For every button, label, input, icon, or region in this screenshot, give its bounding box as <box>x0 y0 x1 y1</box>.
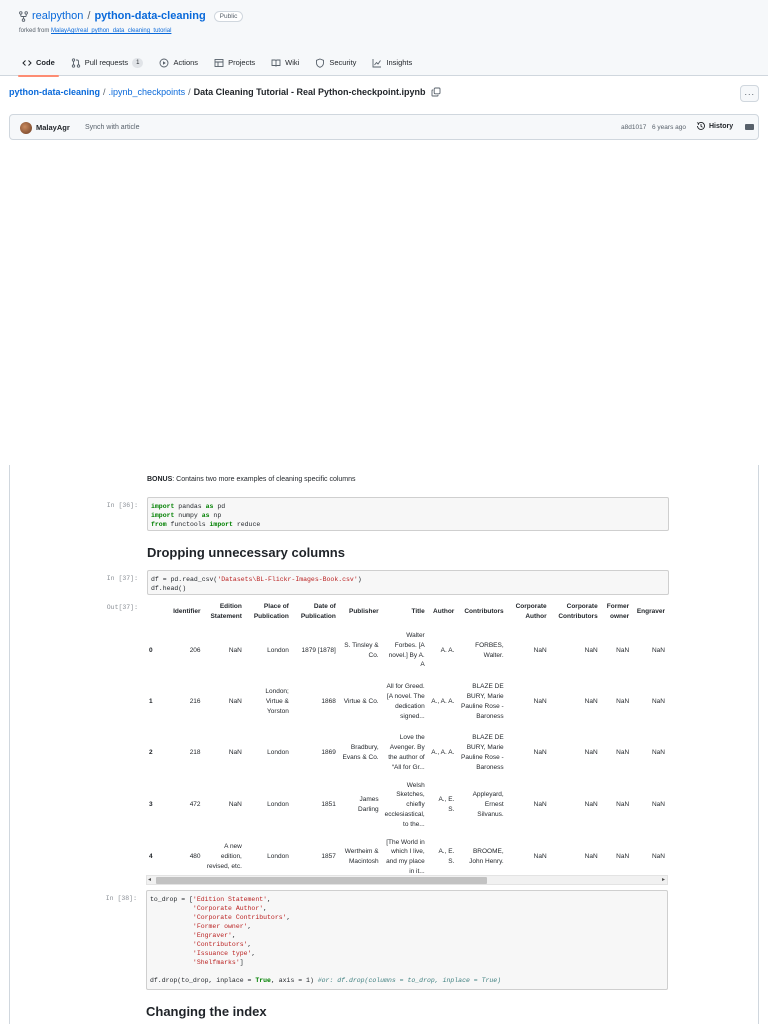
table-row <box>146 676 668 727</box>
column-header: Edition Statement <box>210 603 242 620</box>
commit-sha-link[interactable]: a8d1017 <box>621 123 647 131</box>
table-cell: NaN <box>533 646 547 654</box>
heading-changing-index: Changing the index <box>146 1004 267 1019</box>
table-cell: A., E. S. <box>438 796 455 814</box>
table-cell: NaN <box>651 853 665 861</box>
latest-commit-bar <box>9 114 759 140</box>
repo-name-link[interactable]: python-data-cleaning <box>94 10 206 22</box>
column-header: Date of Publication <box>300 603 336 620</box>
table-cell: Love the Avenger. By the author of “All for Gr... <box>388 734 425 771</box>
code-icon <box>22 58 32 68</box>
table-cell: [The World in which I live, and my place in it... <box>386 838 425 875</box>
table-cell: 216 <box>189 697 201 705</box>
table-cell: NaN <box>584 749 598 757</box>
column-header: Title <box>411 608 425 615</box>
avatar[interactable] <box>20 122 32 134</box>
table-icon <box>214 58 224 68</box>
table-cell: NaN <box>616 853 630 861</box>
visibility-badge: Public <box>214 11 244 22</box>
tab-label: Pull requests <box>84 58 129 67</box>
table-cell: NaN <box>533 697 547 705</box>
tab-projects[interactable] <box>206 49 263 76</box>
table-header-row <box>146 599 668 625</box>
table-cell: NaN <box>651 697 665 705</box>
column-header: Publisher <box>349 608 379 615</box>
table-row <box>146 727 668 778</box>
tab-actions[interactable] <box>151 49 206 76</box>
dataframe-output <box>146 599 668 887</box>
table-cell: NaN <box>228 801 242 809</box>
column-header: Former owner <box>606 603 630 620</box>
input-prompt: In [36]: <box>106 502 138 509</box>
breadcrumb-repo-link[interactable]: python-data-cleaning <box>9 87 101 97</box>
graph-icon <box>372 58 382 68</box>
bonus-text: : Contains two more examples of cleaning specific columns <box>172 476 356 483</box>
table-cell: NaN <box>651 749 665 757</box>
pull-request-icon <box>71 58 81 68</box>
table-cell: 1869 <box>321 749 336 757</box>
breadcrumb-folder-link[interactable]: .ipynb_checkpoints <box>108 87 186 97</box>
tab-insights[interactable] <box>364 49 420 76</box>
scroll-left-arrow-icon[interactable]: ◂ <box>148 877 152 883</box>
repo-title <box>19 10 243 22</box>
table-cell: NaN <box>616 646 630 654</box>
forked-from-line <box>19 28 171 34</box>
column-header: Place of Publication <box>253 603 289 620</box>
file-view-toggle-icon[interactable] <box>745 124 754 130</box>
repo-header <box>0 0 768 76</box>
history-icon <box>696 121 706 131</box>
table-cell: NaN <box>651 801 665 809</box>
forked-from-link[interactable]: MalayAgr/real_python_data_cleaning_tutorial <box>51 28 172 34</box>
row-index: 2 <box>149 749 153 757</box>
column-header: Contributors <box>464 608 504 615</box>
tab-label: Actions <box>173 58 199 67</box>
copy-path-icon[interactable] <box>431 87 441 97</box>
tab-security[interactable] <box>307 49 364 76</box>
table-cell: NaN <box>533 853 547 861</box>
table-cell: A., A. A. <box>431 749 455 757</box>
markdown-bonus <box>147 476 356 483</box>
table-cell: Appleyard, Ernest Silvanus. <box>472 791 504 818</box>
table-cell: Welsh Sketches, chiefly ecclesiastical, to the... <box>384 781 425 828</box>
tab-pull-requests[interactable] <box>63 49 152 76</box>
table-cell: Walter Forbes. [A novel.] By A. A <box>388 632 425 669</box>
column-header: Identifier <box>173 608 201 615</box>
code-cell-imports: import pandas as pd import numpy as np from functools import reduce <box>147 497 669 531</box>
pull-request-count: 1 <box>132 58 143 68</box>
column-header: Engraver <box>636 608 665 615</box>
table-cell: London <box>267 853 289 861</box>
table-cell: NaN <box>616 749 630 757</box>
table-cell: NaN <box>616 697 630 705</box>
tab-label: Code <box>36 58 55 67</box>
table-cell: 1868 <box>321 697 336 705</box>
commit-time: 6 years ago <box>652 123 686 131</box>
repo-owner-link[interactable]: realpython <box>32 10 84 22</box>
row-index: 3 <box>149 801 153 809</box>
repo-nav-tabs <box>14 49 420 76</box>
table-cell: NaN <box>584 697 598 705</box>
input-prompt: In [38]: <box>105 895 137 902</box>
table-cell: Bradbury, Evans & Co. <box>342 744 379 761</box>
breadcrumb-separator: / <box>103 87 106 97</box>
row-index: 1 <box>149 697 153 705</box>
table-cell: 480 <box>189 853 201 861</box>
table-cell: NaN <box>533 749 547 757</box>
horizontal-scrollbar[interactable] <box>146 875 668 885</box>
table-cell: NaN <box>228 749 242 757</box>
table-cell: A new edition, revised, etc. <box>206 843 242 871</box>
table-cell: BLAZE DE BURY, Marie Pauline Rose - Baroness <box>461 683 504 720</box>
table-cell: NaN <box>533 801 547 809</box>
breadcrumb-file-name: Data Cleaning Tutorial - Real Python-checkpoint.ipynb <box>193 87 426 97</box>
table-cell: London; Virtue & Yorston <box>265 688 289 715</box>
code-cell-read-csv: df = pd.read_csv('Datasets\BL-Flickr-Images-Book.csv') df.head() <box>147 570 669 595</box>
tab-label: Projects <box>228 58 256 67</box>
tab-label: Security <box>329 58 357 67</box>
table-cell: NaN <box>651 646 665 654</box>
table-cell: S. Tinsley & Co. <box>344 641 379 659</box>
table-cell: London <box>267 749 289 757</box>
more-options-button[interactable]: ··· <box>740 85 759 102</box>
input-prompt: In [37]: <box>106 575 138 582</box>
row-index: 4 <box>149 853 153 861</box>
history-label: History <box>709 122 734 130</box>
index-header <box>146 599 159 625</box>
book-icon <box>271 58 281 68</box>
breadcrumb-separator: / <box>188 87 191 97</box>
scroll-right-arrow-icon[interactable]: ▸ <box>661 877 665 883</box>
output-prompt: Out[37]: <box>106 604 138 611</box>
table-cell: London <box>267 801 289 809</box>
table-cell: 206 <box>189 646 201 654</box>
repo-separator: / <box>87 10 91 22</box>
table-cell: NaN <box>584 646 598 654</box>
history-button[interactable] <box>696 121 733 131</box>
table-cell: 1879 [1878] <box>301 646 336 654</box>
table-cell: NaN <box>228 697 242 705</box>
table-cell: All for Greed. [A novel. The dedication signed... <box>386 683 425 720</box>
row-index: 0 <box>149 646 153 654</box>
table-cell: A. A. <box>440 646 455 654</box>
table-cell: NaN <box>616 801 630 809</box>
commit-message-link[interactable]: Synch with article <box>85 123 140 131</box>
table-cell: 1851 <box>321 801 336 809</box>
table-cell: BLAZE DE BURY, Marie Pauline Rose - Baroness <box>461 734 504 771</box>
tab-code[interactable] <box>14 49 63 76</box>
table-cell: Virtue & Co. <box>343 697 379 705</box>
scrollbar-thumb[interactable] <box>156 877 487 884</box>
table-cell: NaN <box>228 646 242 654</box>
column-header: Corporate Contributors <box>558 603 598 620</box>
play-icon <box>159 58 169 68</box>
forked-from-label: forked from <box>19 28 50 34</box>
table-cell: A., A. A. <box>431 697 455 705</box>
table-cell: BROOME, John Henry. <box>469 848 504 866</box>
table-cell: A., E. S. <box>438 848 455 866</box>
table-cell: 472 <box>189 801 201 809</box>
table-cell: NaN <box>584 801 598 809</box>
repo-forked-icon <box>19 11 28 22</box>
table-row <box>146 625 668 676</box>
column-header: Corporate Author <box>515 603 547 620</box>
table-cell: James Darling <box>358 796 379 814</box>
dataframe-table <box>146 599 668 883</box>
tab-label: Insights <box>386 58 413 67</box>
column-header: Author <box>433 608 455 615</box>
table-row <box>146 779 668 832</box>
table-cell: London <box>267 646 289 654</box>
heading-dropping-columns: Dropping unnecessary columns <box>147 545 345 560</box>
bonus-label: BONUS <box>147 476 173 483</box>
table-cell: Wertheim & Macintosh <box>344 848 379 866</box>
table-cell: 1857 <box>321 853 336 861</box>
table-cell: FORBES, Walter. <box>475 641 504 659</box>
table-cell: NaN <box>584 853 598 861</box>
shield-icon <box>315 58 325 68</box>
code-cell-drop-columns: to_drop = ['Edition Statement', 'Corporate Author', 'Corporate Contributors', 'Former owner', 'Engraver', 'Contributors', 'Issuance type', 'Shelfmarks'] df.drop(to_drop, inplace = True, axis = 1) #or: df.drop(columns = to_drop, inplace = True) <box>146 890 668 990</box>
tab-label: Wiki <box>285 58 300 67</box>
table-cell: 218 <box>189 749 201 757</box>
commit-author-link[interactable]: MalayAgr <box>36 123 70 132</box>
tab-wiki[interactable] <box>263 49 307 76</box>
file-breadcrumb <box>9 87 441 97</box>
